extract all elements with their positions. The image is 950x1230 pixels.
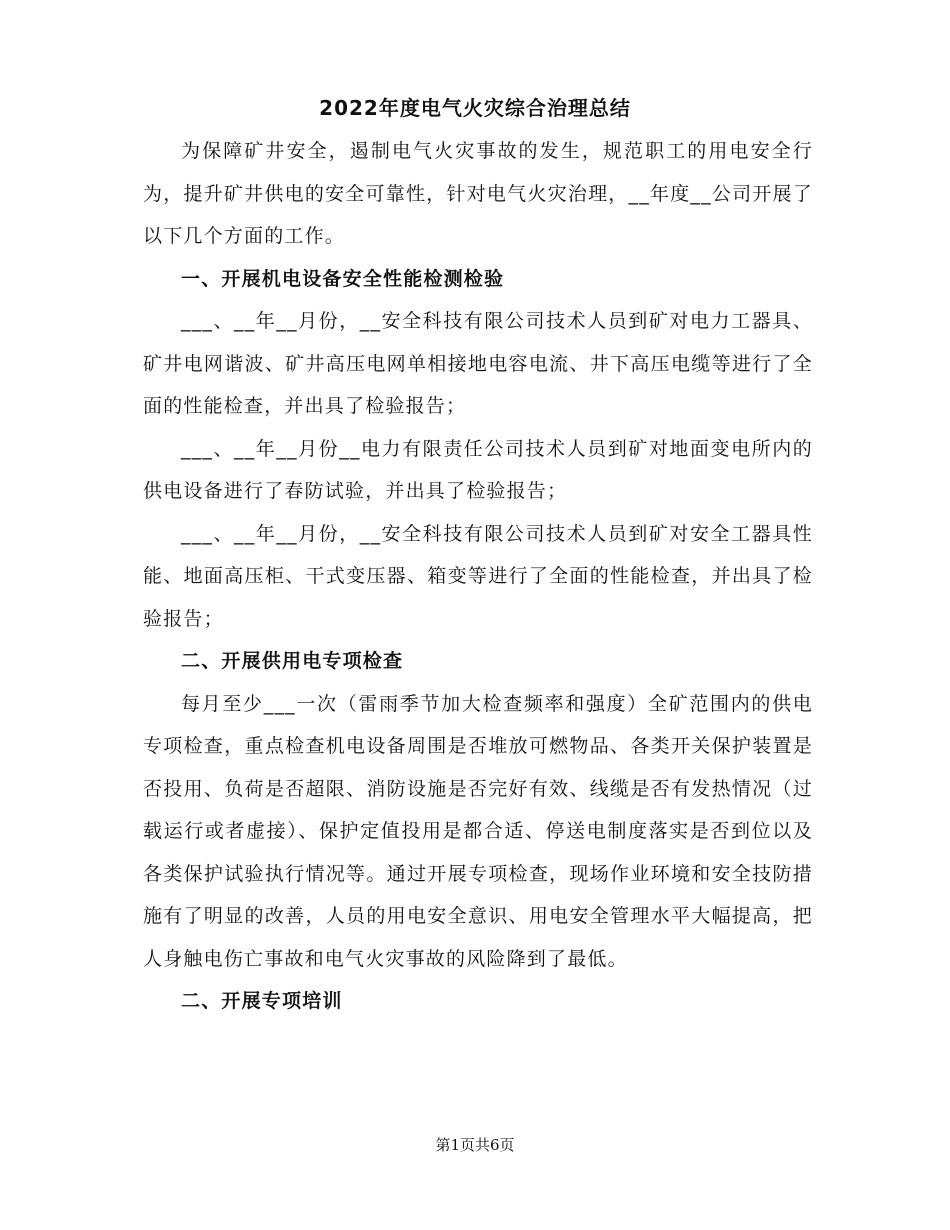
paragraph-testing-2: ___、__年__月份__电力有限责任公司技术人员到矿对地面变电所内的供电设备进行了春防试验，并出具了检验报告； [143,437,813,502]
intro-paragraph: 为保障矿井安全，遏制电气火灾事故的发生，规范职工的用电安全行为，提升矿井供电的安全可靠性，针对电气火灾治理，__年度__公司开展了以下几个方面的工作。 [143,140,813,247]
paragraph-testing-3: ___、__年__月份，__安全科技有限公司技术人员到矿对安全工器具性能、地面高压柜、干式变压器、箱变等进行了全面的性能检查，并出具了检验报告； [143,522,813,630]
page-number-footer: 第1页共6页 [435,1136,515,1154]
section-heading-special-inspection: 二、开展供用电专项检查 [181,650,404,672]
paragraph-testing-1: ___、__年__月份，__安全科技有限公司技术人员到矿对电力工器具、矿井电网谐波、矿井高压电网单相接地电容电流、井下高压电缆等进行了全面的性能检查，并出具了检验报告； [143,310,813,417]
document-body [143,130,813,1023]
section-heading-special-training: 二、开展专项培训 [181,990,343,1012]
section-heading-equipment-testing: 一、开展机电设备安全性能检测检验 [181,267,505,290]
paragraph-inspection: 每月至少___一次（雷雨季节加大检查频率和强度）全矿范围内的供电专项检查，重点检查机电设备周围是否堆放可燃物品、各类开关保护装置是否投用、负荷是否超限、消防设施是否完好有效、线缆是否有发热情况（过载运行或者虚接）、保护定值投用是都合适、停送电制度落实是否到位以及各类保护试验执行情况等。通过开展专项检查，现场作业环境和安全技防措施有了明显的改善，人员的用电安全意识、用电安全管理水平大幅提高，把人身触电伤亡事故和电气火灾事故的风险降到了最低。 [143,692,813,970]
document-title: 2022年度电气火灾综合治理总结 [319,96,631,120]
